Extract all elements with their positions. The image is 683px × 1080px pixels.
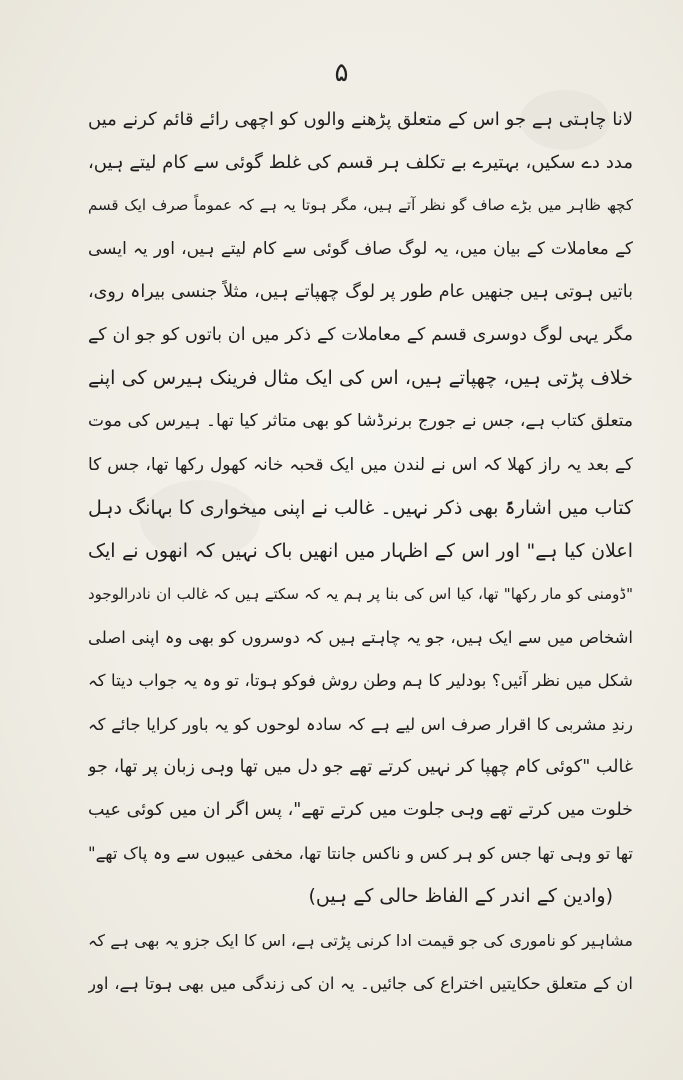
text-line: کچھ ظاہر میں بڑے صاف گو نظر آتے ہیں، مگر ہوتا یہ ہے کہ عموماً صرف ایک قسم xyxy=(88,196,633,215)
text-line: مدد دے سکیں، بہتیرے بے تکلف ہر قسم کی غلط گوئی سے کام لیتے ہیں، xyxy=(88,152,633,174)
text-line: رندِ مشربی کا اقرار صرف اس لیے ہے کہ سادہ لوحوں کو یہ باور کرایا جائے کہ xyxy=(88,714,633,734)
text-line: اعلان کیا ہے" اور اس کے اظہار میں انھیں باک نہیں کہ انھوں نے ایک xyxy=(88,539,633,562)
text-line-note: (وادین کے اندر کے الفاظ حالی کے ہیں) xyxy=(308,885,613,908)
text-line: خلوت میں کرتے تھے وہی جلوت میں کرتے تھے"، پس اگر ان میں کوئی عیب xyxy=(88,800,633,820)
text-line: کے بعد یہ راز کھلا کہ اس نے لندن میں ایک قحبہ خانہ کھول رکھا تھا، جس کا xyxy=(88,454,633,475)
text-line: ان کے متعلق حکایتیں اختراع کی جائیں۔ یہ ان کی زندگی میں بھی ہوتا ہے، اور xyxy=(88,973,633,993)
text-line: خلاف پڑتی ہیں، چھپاتے ہیں، اس کی ایک مثال فرینک ہیرس کی اپنے xyxy=(88,367,633,390)
text-line: "ڈومنی کو مار رکھا" تھا، کیا اس کی بنا پر ہم یہ کہ سکتے ہیں کہ غالب ان نادرالوجود xyxy=(88,585,633,604)
page-number: ۵ xyxy=(334,58,349,88)
text-line: کتاب میں اشارۃً بھی ذکر نہیں۔ غالب نے اپنی میخواری کا بہانگ دہل xyxy=(88,496,633,519)
text-line: کے معاملات کے بیان میں، یہ لوگ صاف گوئی سے کام لیتے ہیں، اور یہ ایسی xyxy=(88,238,633,259)
text-line: مگر یہی لوگ دوسری قسم کے معاملات کے ذکر میں ان باتوں کو جو ان کے xyxy=(88,324,633,345)
body-text xyxy=(88,98,633,1005)
text-line: شکل میں نظر آئیں؟ بودلیر کا ہم وطن روش فوکو ہوتا، تو وہ یہ جواب دیتا کہ xyxy=(88,671,633,691)
text-line: لانا چاہتی ہے جو اس کے متعلق پڑھنے والوں کو اچھی رائے قائم کرنے میں xyxy=(88,109,633,130)
text-line: اشخاص میں سے ایک ہیں، جو یہ چاہتے ہیں کہ دوسروں کو بھی وہ اپنی اصلی xyxy=(88,628,633,648)
text-line: باتیں ہوتی ہیں جنھیں عام طور پر لوگ چھپاتے ہیں، مثلاً جنسی بیراہ روی، xyxy=(88,281,633,302)
text-line: غالب "کوئی کام چھپا کر نہیں کرتے تھے جو دل میں تھا وہی زبان پر تھا، جو xyxy=(88,756,633,777)
text-line: مشاہیر کو ناموری کی جو قیمت ادا کرنی پڑتی ہے، اس کا ایک جزو یہ بھی ہے کہ xyxy=(88,930,633,950)
text-line: متعلق کتاب ہے، جس نے جورج برنرڈشا کو بھی متاثر کیا تھا۔ ہیرس کی موت xyxy=(88,411,633,432)
text-line: تھا تو وہی تھا جس کو ہر کس و ناکس جانتا تھا، مخفی عیبوں سے وہ پاک تھے" xyxy=(88,844,633,864)
